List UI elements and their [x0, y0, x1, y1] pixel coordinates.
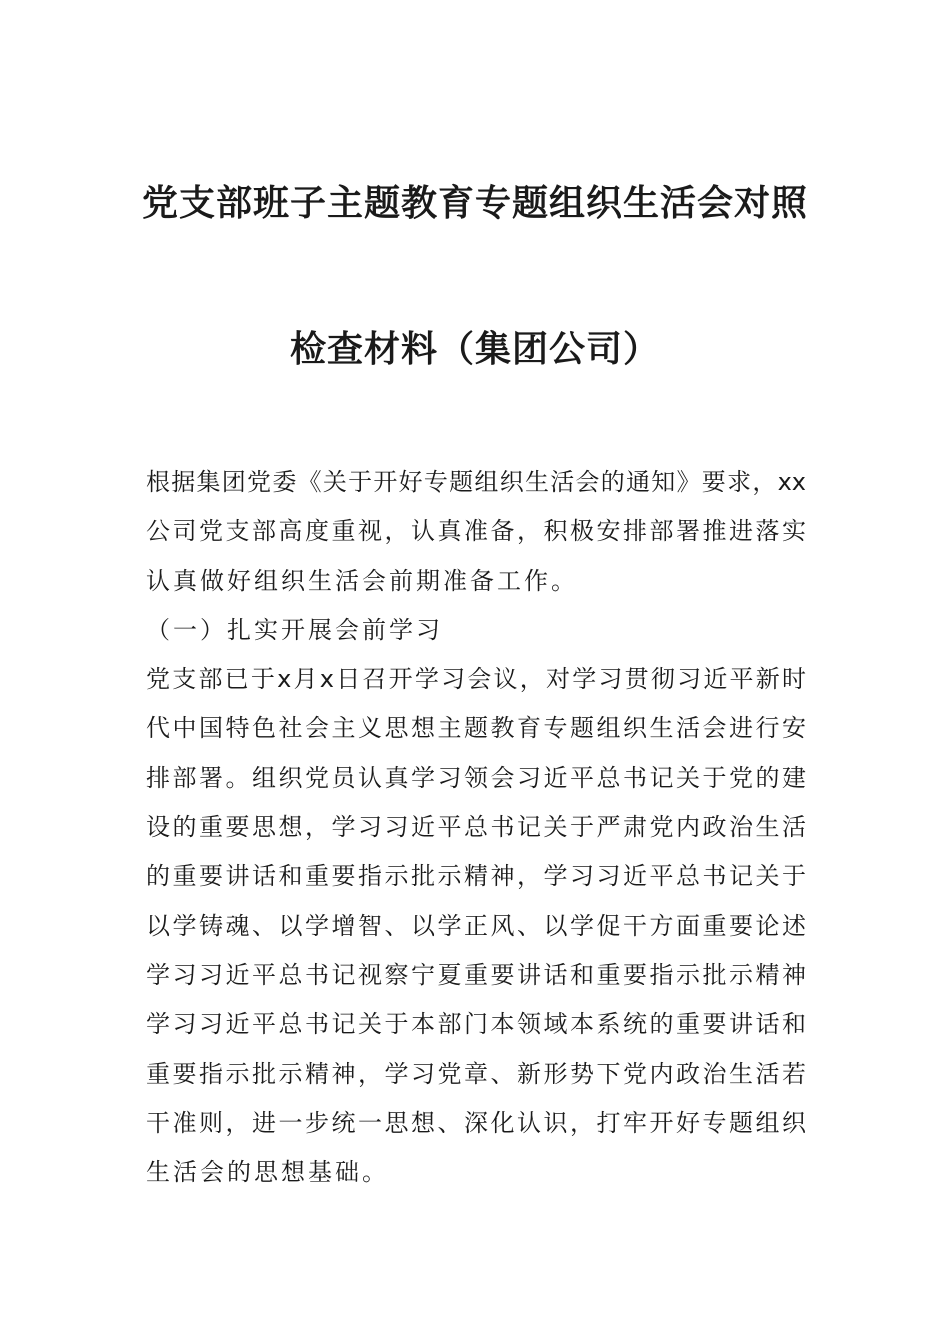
paragraph-2-line: 的重要讲话和重要指示批示精神，学习习近平总书记关于 [146, 862, 806, 891]
paragraph-1-line: 认真做好组织生活会前期准备工作。 [146, 566, 578, 595]
section-heading: （一）扎实开展会前学习 [146, 615, 443, 644]
paragraph-1-line: 公司党支部高度重视，认真准备，积极安排部署推进落实 [146, 517, 806, 546]
paragraph-2-line: 重要指示批示精神，学习党章、新形势下党内政治生活若 [146, 1059, 806, 1088]
paragraph-2-line: 干准则，进一步统一思想、深化认识，打牢开好专题组织 [146, 1108, 806, 1137]
document-body [146, 458, 806, 1197]
paragraph-2-line: 生活会的思想基础。 [146, 1158, 389, 1187]
paragraph-2-line: 学习习近平总书记关于本部门本领域本系统的重要讲话和 [146, 1010, 806, 1039]
document-title-line-2: 检查材料（集团公司） [289, 329, 660, 370]
paragraph-2-line: 以学铸魂、以学增智、以学正风、以学促干方面重要论述 [146, 911, 806, 940]
document-title-line-1: 党支部班子主题教育专题组织生活会对照 [141, 183, 808, 224]
paragraph-2-line: 设的重要思想，学习习近平总书记关于严肃党内政治生活 [146, 813, 806, 842]
paragraph-2-line: 代中国特色社会主义思想主题教育专题组织生活会进行安 [146, 714, 806, 743]
paragraph-1-line: 根据集团党委《关于开好专题组织生活会的通知》要求，xx [146, 468, 806, 496]
paragraph-2-line: 学习习近平总书记视察宁夏重要讲话和重要指示批示精神 [146, 960, 806, 989]
paragraph-2-line: 排部署。组织党员认真学习领会习近平总书记关于党的建 [146, 763, 806, 792]
paragraph-2-line: 党支部已于x月x日召开学习会议，对学习贯彻习近平新时 [146, 665, 806, 694]
